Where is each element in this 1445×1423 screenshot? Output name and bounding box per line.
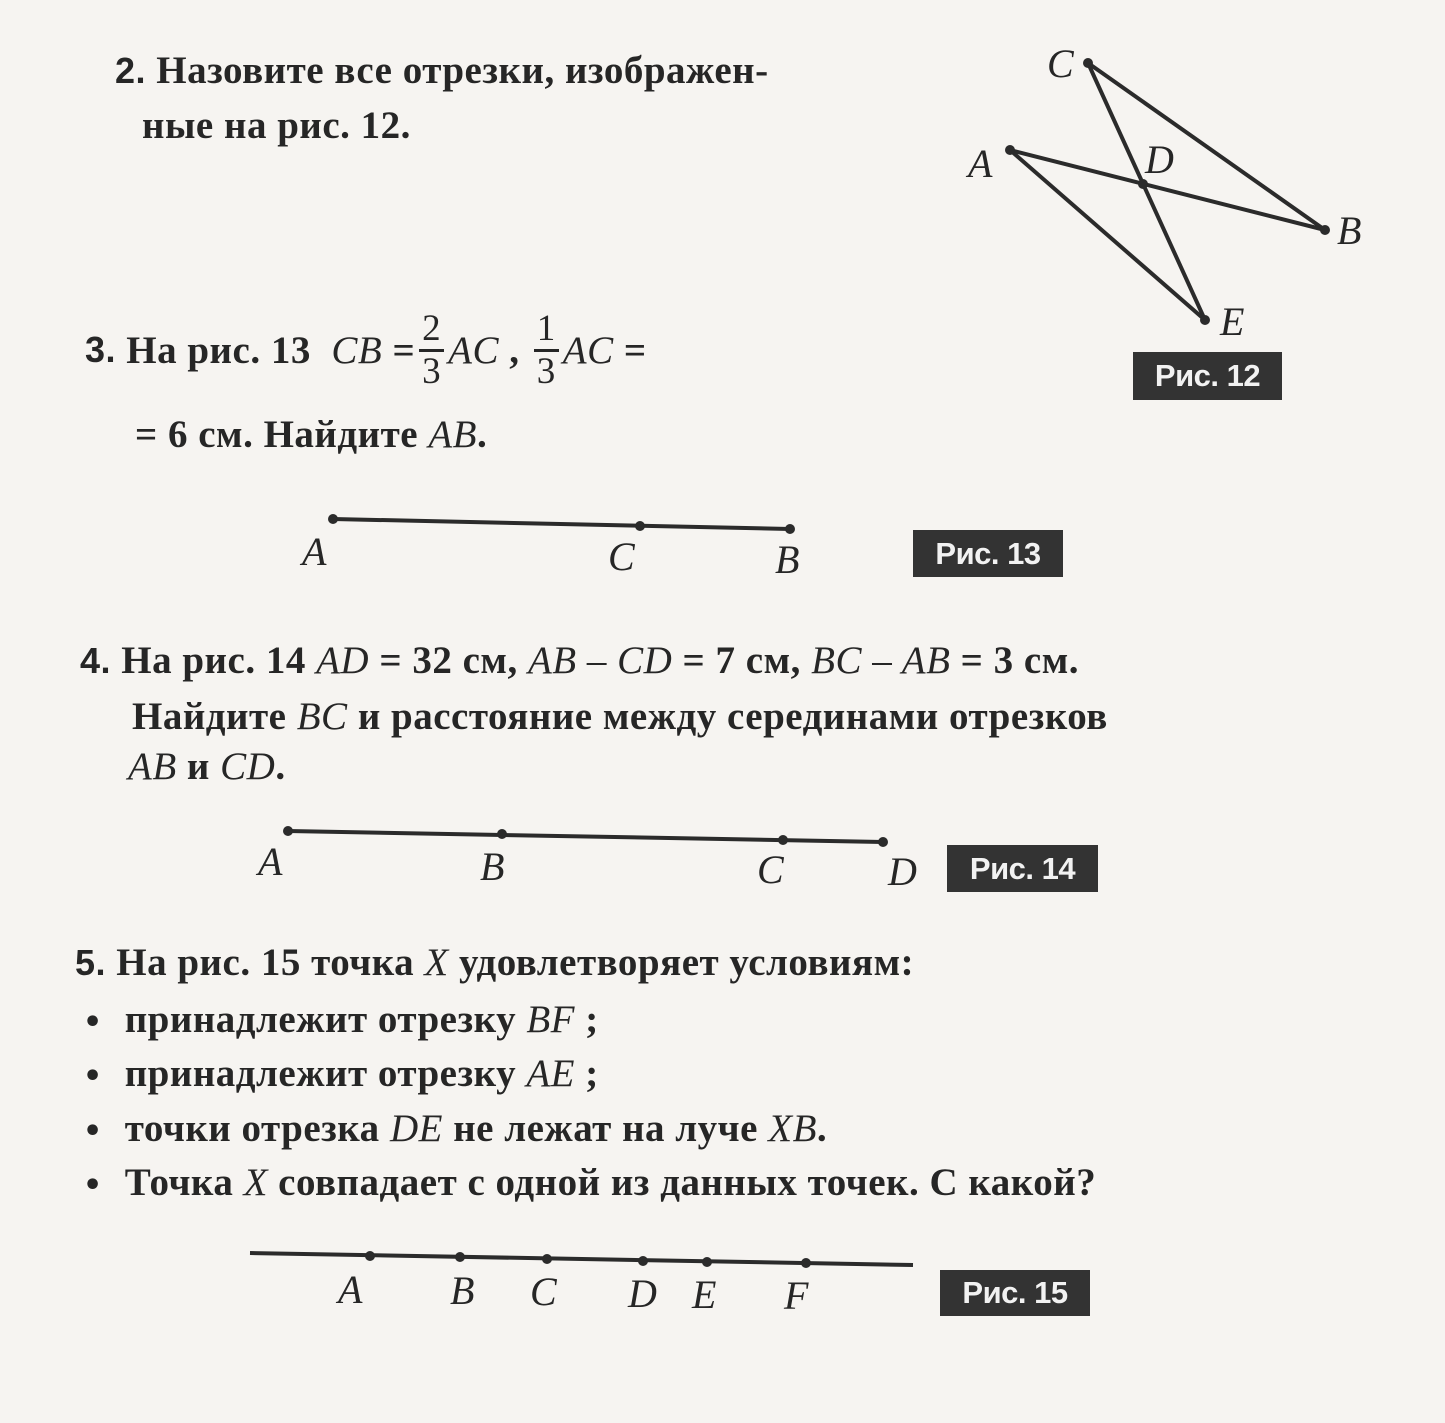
fig13-point-c [635,521,645,531]
fig14-point-d [878,837,888,847]
fig15-label-e: E [692,1272,717,1317]
segment-cb [1088,63,1325,230]
task-5-bullet-4: • Точка X совпадает с одной из данных точек. С какой? [83,1161,1097,1204]
fig13-label-c: C [608,534,635,579]
fig13-point-b [785,524,795,534]
fig14-label-c: C [757,847,784,892]
fig15-point-b [455,1252,465,1262]
fig12-label-d: D [1145,137,1174,182]
fig15-label-c: C [530,1269,557,1314]
task-3-line-2: = 6 см. Найдите AB. [135,413,488,456]
fig15-point-d [638,1256,648,1266]
task-4-line-2: Найдите BC и расстояние между серединами отрезков [132,695,1108,738]
bullet-icon: • [83,1168,103,1203]
task-5-bullet-1: • принадлежит отрезку BF ; [83,998,599,1041]
fig14-caption: Рис. 14 [947,845,1098,892]
fig13-label-b: B [775,537,800,582]
fig12-label-c: C [1047,41,1074,86]
fraction-two-thirds: $\frac{2}{3}$ [419,309,444,392]
fig13-line [333,519,790,529]
fig14-point-b [497,829,507,839]
task-4-line-3: AB и CD. [128,745,286,788]
fig15-point-f [801,1258,811,1268]
segment-ce [1088,63,1205,320]
fig12-label-a: A [968,141,993,186]
task-3-line-1: 3. На рис. 13 CB = $\frac{2}{3}$ AC , $\frac{1}{3}$ AC = [85,307,647,392]
point-c [1083,58,1093,68]
fig15-point-a [365,1251,375,1261]
fig14-label-a: A [258,839,283,884]
fig12-label-e: E [1220,299,1245,344]
fig14-label-b: B [480,844,505,889]
fig14-point-c [778,835,788,845]
fig15-label-f: F [784,1273,809,1318]
fraction-one-third: $\frac{1}{3}$ [534,309,559,392]
fig15-point-c [542,1254,552,1264]
fig14-point-a [283,826,293,836]
bullet-icon: • [83,1114,103,1149]
fig15-label-a: A [338,1267,363,1312]
point-e [1200,315,1210,325]
fig15-label-b: B [450,1268,475,1313]
fig14-label-d: D [888,849,917,894]
fig12-label-b: B [1337,208,1362,253]
point-a [1005,145,1015,155]
fig13-caption: Рис. 13 [913,530,1063,577]
point-b [1320,225,1330,235]
bullet-icon: • [83,1005,103,1040]
fig13-label-a: A [302,529,327,574]
fig14-line [288,831,883,842]
fig15-point-e [702,1257,712,1267]
task-2-line-2: ные на рис. 12. [142,104,411,147]
fig15-line [250,1253,913,1265]
task-4-line-1: 4. На рис. 14 AD = 32 см, AB – CD = 7 см, BC – AB = 3 см. [80,639,1080,682]
task-5-line-1: 5. На рис. 15 точка X удовлетворяет условиям: [75,941,915,984]
fig15-label-d: D [628,1271,657,1316]
task-5-bullet-2: • принадлежит отрезку AE ; [83,1052,599,1095]
fig15-caption: Рис. 15 [940,1270,1090,1316]
task-5-bullet-3: • точки отрезка DE не лежат на луче XB. [83,1107,828,1150]
fig12-caption: Рис. 12 [1133,352,1282,400]
fig13-point-a [328,514,338,524]
task-2-line-1: 2. Назовите все отрезки, изображен- [115,49,769,92]
bullet-icon: • [83,1059,103,1094]
